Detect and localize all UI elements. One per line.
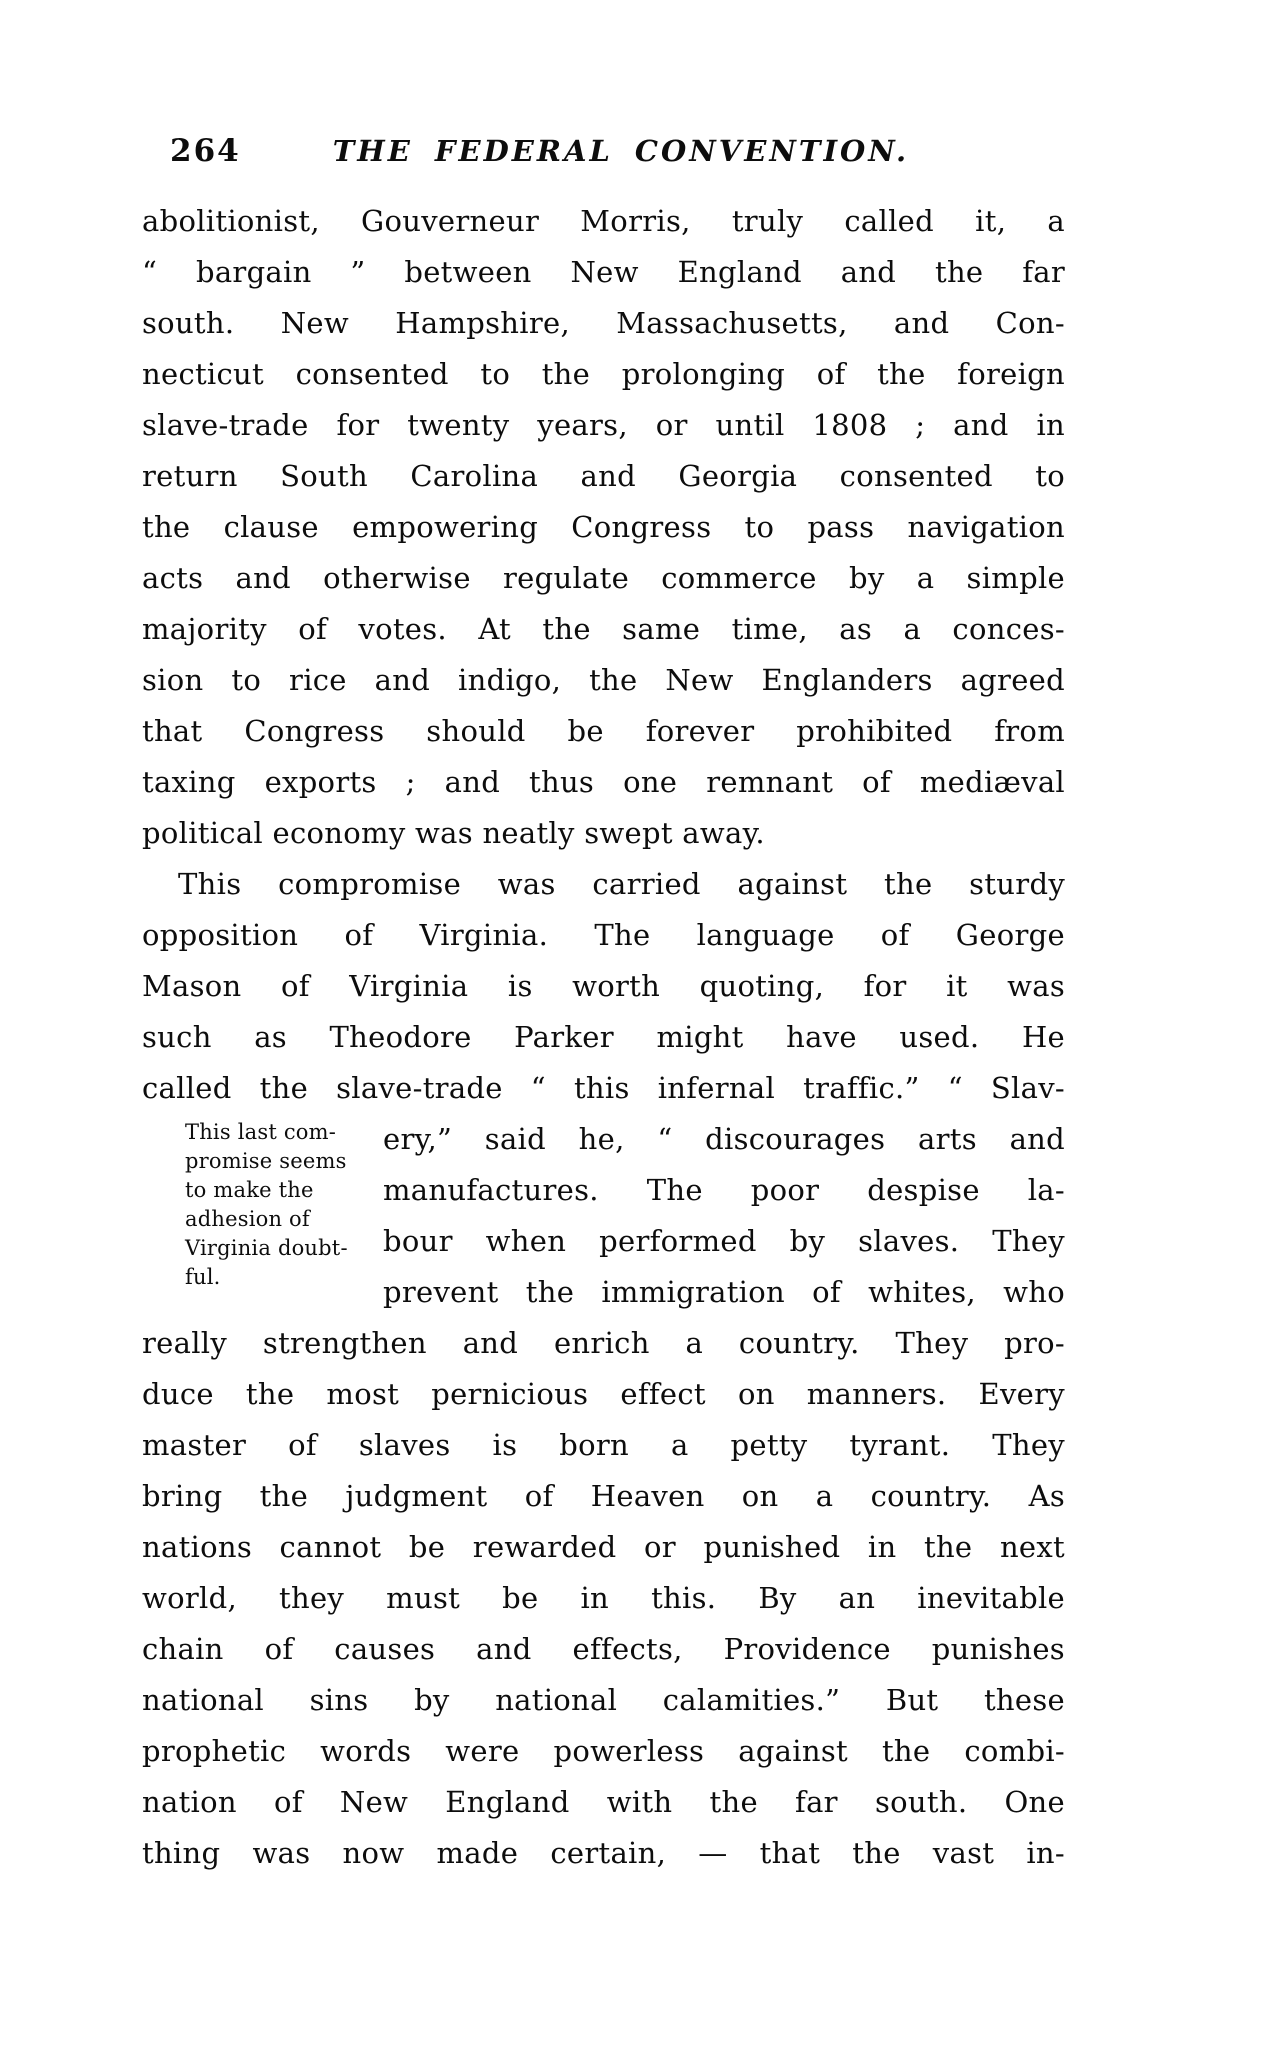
sidenote-section <box>142 1114 1065 1318</box>
sidenote-line: to make the <box>185 1178 314 1202</box>
sidenote-line: ful. <box>185 1265 221 1289</box>
main-text-column <box>142 196 1065 1879</box>
sidenote-line: Virginia doubt- <box>185 1236 348 1260</box>
text-line: prevent the immigration of whites, who <box>383 1275 1065 1309</box>
text-line: sion to rice and indigo, the New Englanders agreed <box>142 663 1065 697</box>
text-line: duce the most pernicious effect on manners. Every <box>142 1377 1065 1411</box>
text-line: manufactures. The poor despise la- <box>383 1173 1065 1207</box>
marginal-sidenote <box>185 1118 400 1292</box>
text-line: slave-trade for twenty years, or until 1808 ; and in <box>142 408 1065 442</box>
text-line: called the slave-trade “ this infernal traffic.” “ Slav- <box>142 1071 1065 1105</box>
text-line: nations cannot be rewarded or punished in the next <box>142 1530 1065 1564</box>
text-line: return South Carolina and Georgia consented to <box>142 459 1065 493</box>
sidenote-line: This last com- <box>185 1120 337 1144</box>
text-line: thing was now made certain, — that the vast in- <box>142 1836 1065 1870</box>
text-line: This compromise was carried against the sturdy <box>178 867 1065 901</box>
text-line: necticut consented to the prolonging of the foreign <box>142 357 1065 391</box>
text-line: world, they must be in this. By an inevitable <box>142 1581 1065 1615</box>
text-line: political economy was neatly swept away. <box>142 816 765 850</box>
sidenote-line: adhesion of <box>185 1207 310 1231</box>
paragraph-1 <box>142 196 1065 859</box>
page-number: 264 <box>170 133 241 169</box>
paragraph-2-end <box>142 1318 1065 1879</box>
text-line: majority of votes. At the same time, as a conces- <box>142 612 1065 646</box>
text-line: “ bargain ” between New England and the far <box>142 255 1065 289</box>
text-line: the clause empowering Congress to pass navigation <box>142 510 1065 544</box>
text-line: taxing exports ; and thus one remnant of mediæval <box>142 765 1065 799</box>
text-line: acts and otherwise regulate commerce by a simple <box>142 561 1065 595</box>
sidenote-line: promise seems <box>185 1149 347 1173</box>
text-line: really strengthen and enrich a country. They pro- <box>142 1326 1065 1360</box>
paragraph-2-start <box>142 859 1065 1114</box>
running-header-title: THE FEDERAL CONVENTION. <box>332 134 910 168</box>
text-line: nation of New England with the far south. One <box>142 1785 1065 1819</box>
text-line: ery,” said he, “ discourages arts and <box>383 1122 1065 1156</box>
text-line: prophetic words were powerless against the combi- <box>142 1734 1065 1768</box>
text-line: national sins by national calamities.” But these <box>142 1683 1065 1717</box>
text-line: bring the judgment of Heaven on a country. As <box>142 1479 1065 1513</box>
paragraph-2-beside-sidenote <box>383 1114 1065 1318</box>
text-line: opposition of Virginia. The language of George <box>142 918 1065 952</box>
text-line: that Congress should be forever prohibited from <box>142 714 1065 748</box>
text-line: abolitionist, Gouverneur Morris, truly called it, a <box>142 204 1065 238</box>
text-line: chain of causes and effects, Providence punishes <box>142 1632 1065 1666</box>
text-line: Mason of Virginia is worth quoting, for it was <box>142 969 1065 1003</box>
text-line: such as Theodore Parker might have used. He <box>142 1020 1065 1054</box>
text-line: south. New Hampshire, Massachusetts, and Con- <box>142 306 1065 340</box>
text-line: bour when performed by slaves. They <box>383 1224 1065 1258</box>
text-line: master of slaves is born a petty tyrant. They <box>142 1428 1065 1462</box>
running-header <box>170 133 1070 169</box>
